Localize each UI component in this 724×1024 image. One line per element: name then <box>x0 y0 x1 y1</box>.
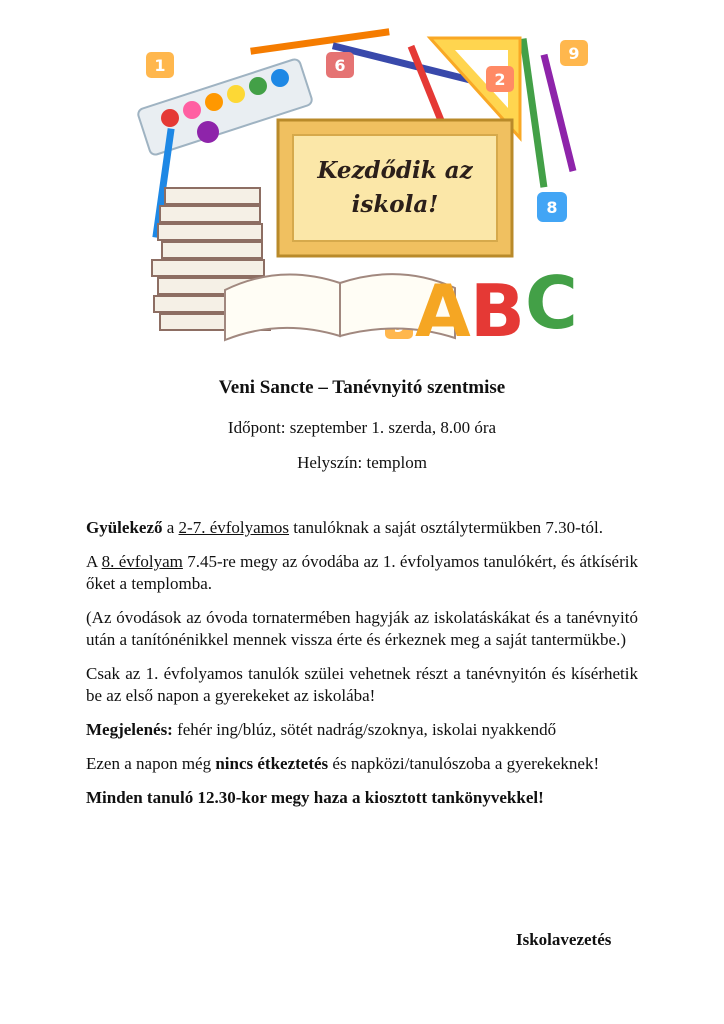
paragraph-kindergarten: (Az óvodások az óvoda tornatermében hagyják az iskolatáskákat és a tanévnyitó után a tanítónénikkel mennek vissza érte és érkeznek meg a saját tantermükbe.) <box>86 608 638 649</box>
document-title: Veni Sancte – Tanévnyitó szentmise <box>218 377 506 398</box>
signature: Iskolavezetés <box>516 930 612 949</box>
notice-body <box>86 517 638 821</box>
gathering-label: Gyülekező <box>86 518 163 537</box>
event-time: Időpont: szeptember 1. szerda, 8.00 óra <box>227 418 497 437</box>
school-banner-image <box>130 28 600 348</box>
banner-title-line1: Kezdődik az <box>317 157 473 184</box>
grade8-underlined: 8. évfolyam <box>101 552 183 571</box>
letter-c: C <box>525 261 578 345</box>
text: fehér ing/blúz, sötét nadrág/szoknya, iskolai nyakkendő <box>172 720 557 739</box>
grades-underlined: 2-7. évfolyamos <box>178 518 290 537</box>
text: és napközi/tanulószoba a gyerekeknek! <box>328 754 600 773</box>
no-meals-bold: nincs étkeztetés <box>215 754 329 773</box>
letter-b: B <box>470 269 525 348</box>
block-2: 6 <box>334 56 346 75</box>
text: 7.45-re megy az óvodába az 1. évfolyamos tanulókért, és átkísérik őket a templomba. <box>86 552 638 593</box>
block-4: 9 <box>568 44 580 63</box>
paragraph-dresscode <box>86 719 638 741</box>
letter-a: A <box>415 269 471 348</box>
text: tanulóknak a saját osztálytermükben 7.30-tól. <box>289 518 603 537</box>
paragraph-parents: Csak az 1. évfolyamos tanulók szülei vehetnek részt a tanévnyitón és kísérhetik be az első napon a gyerekeket az iskolába! <box>86 664 638 705</box>
event-place: Helyszín: templom <box>297 453 427 472</box>
text: A <box>86 552 102 571</box>
banner-title-line2: iskola! <box>351 191 439 218</box>
block-3: 2 <box>494 70 506 89</box>
block-5: 8 <box>546 198 558 217</box>
block-1: 1 <box>154 56 166 75</box>
dresscode-label: Megjelenés: <box>86 720 173 739</box>
paragraph-home <box>86 787 638 809</box>
paragraph-gathering <box>86 517 638 539</box>
abc-letters-icon <box>415 261 578 348</box>
banner-title <box>280 123 510 253</box>
home-time-bold: Minden tanuló 12.30-kor megy haza a kiosztott tankönyvekkel! <box>86 788 544 807</box>
paragraph-meals <box>86 753 638 775</box>
text: a <box>162 518 179 537</box>
paragraph-grade8 <box>86 551 638 595</box>
text: Ezen a napon még <box>86 754 216 773</box>
